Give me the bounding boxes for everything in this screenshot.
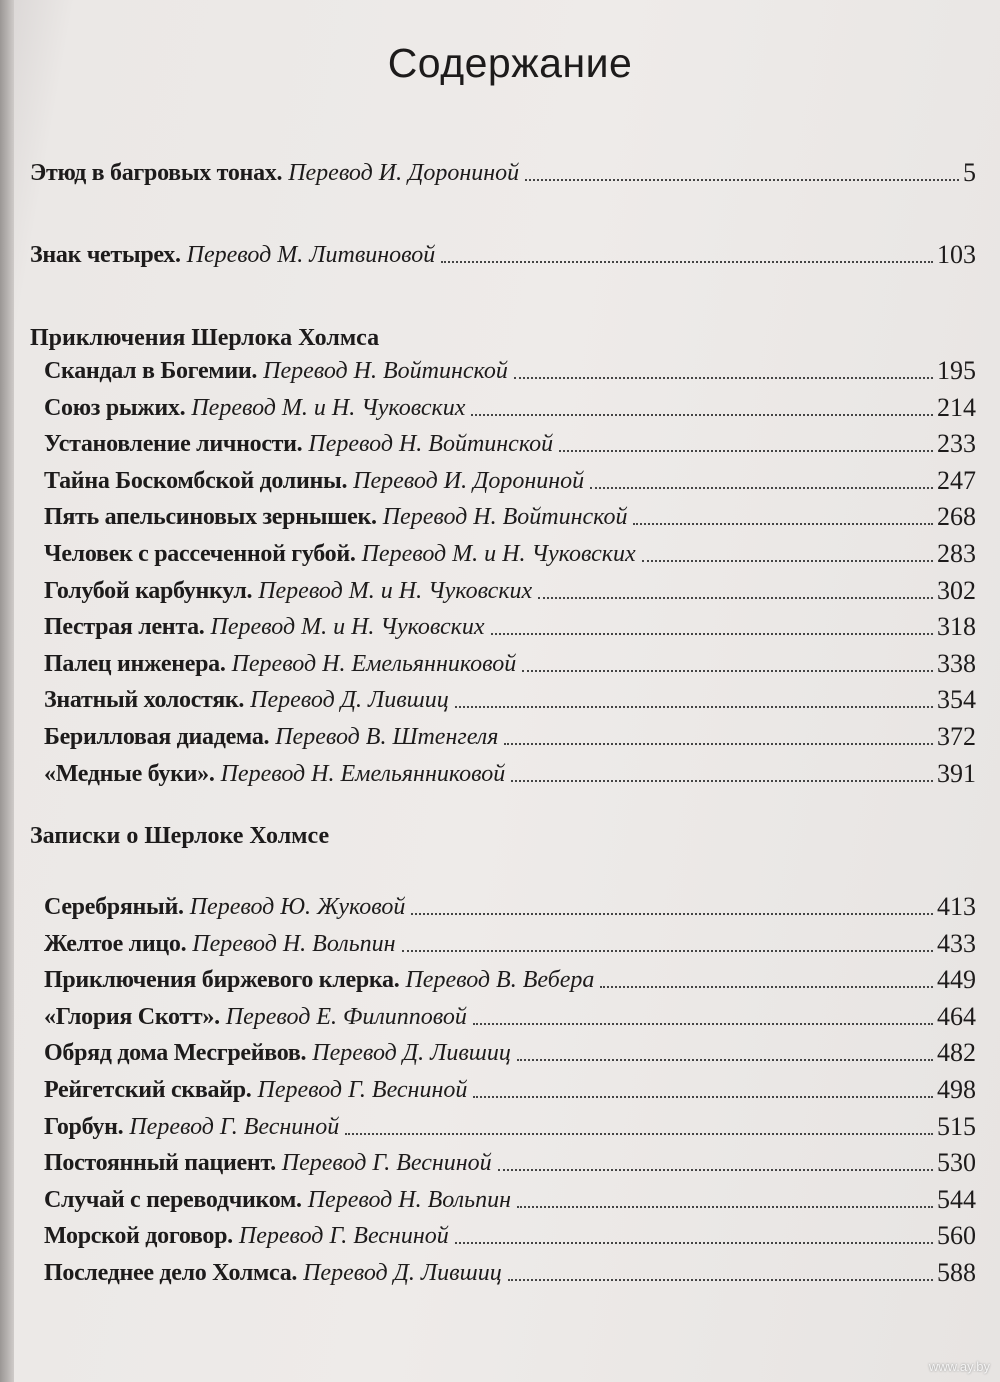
toc-entry <box>30 154 976 188</box>
entry-translator: Перевод Н. Войтинской <box>308 431 554 458</box>
toc-entry <box>44 1181 976 1215</box>
entry-title: Морской договор. <box>44 1223 233 1250</box>
dot-leader <box>642 560 933 562</box>
entry-translator: Перевод Д. Лившиц <box>250 687 449 714</box>
page-number: 464 <box>937 1001 976 1031</box>
entry-title: Постоянный пациент. <box>44 1150 276 1177</box>
page-number: 498 <box>937 1075 976 1104</box>
entry-title: Рейгетский сквайр. <box>44 1077 252 1103</box>
toc-entry <box>44 1144 976 1178</box>
dot-leader <box>411 913 933 915</box>
dot-leader <box>498 1169 933 1171</box>
entry-translator: Перевод Е. Филипповой <box>225 1003 467 1030</box>
toc-entry <box>44 1108 976 1142</box>
page-number: 544 <box>937 1184 976 1214</box>
dot-leader <box>455 706 933 708</box>
toc-entry <box>44 352 976 386</box>
page-number: 318 <box>937 612 976 642</box>
dot-leader <box>471 414 933 416</box>
page-number: 482 <box>937 1038 976 1068</box>
section-heading: Записки о Шерлоке Холмсе <box>30 823 330 849</box>
entry-translator: Перевод Н. Вольпин <box>192 930 396 957</box>
entry-title: Установление личности. <box>44 431 303 458</box>
entry-translator: Перевод Н. Войтинской <box>382 504 628 531</box>
page-number: 560 <box>937 1221 976 1251</box>
watermark: www.ay.by <box>928 1359 990 1374</box>
entry-translator: Перевод Н. Емельянниковой <box>220 760 506 787</box>
entry-title: Знак четырех. <box>30 242 181 268</box>
entry-translator: Перевод И. Дорониной <box>353 467 585 494</box>
dot-leader <box>345 1133 933 1135</box>
toc-entry <box>44 925 976 959</box>
dot-leader <box>491 633 933 635</box>
toc-entry <box>44 572 976 606</box>
entry-title: Пять апельсиновых зернышек. <box>44 504 377 531</box>
entry-translator: Перевод Н. Емельянниковой <box>231 650 517 677</box>
entry-translator: Перевод М. и Н. Чуковских <box>210 614 485 641</box>
entry-title: Серебряный. <box>44 894 184 920</box>
entry-translator: Перевод М. Литвиновой <box>186 242 436 268</box>
entry-translator: Перевод В. Вебера <box>405 967 595 994</box>
entry-title: Берилловая диадема. <box>44 724 270 750</box>
page-number: 195 <box>937 356 976 385</box>
entry-title: Скандал в Богемии. <box>44 358 258 384</box>
entry-translator: Перевод Д. Лившиц <box>312 1040 511 1067</box>
toc-entry <box>44 1034 976 1068</box>
page-number: 302 <box>937 575 976 605</box>
entry-translator: Перевод Д. Лившиц <box>303 1260 502 1286</box>
dot-leader <box>402 950 933 952</box>
entry-title: Случай с переводчиком. <box>44 1186 302 1213</box>
entry-translator: Перевод Г. Весниной <box>257 1077 468 1103</box>
dot-leader <box>633 523 933 525</box>
dot-leader <box>525 179 959 181</box>
contents-title: Содержание <box>387 40 633 86</box>
toc-entry <box>44 1254 976 1288</box>
page-number: 530 <box>937 1148 976 1178</box>
toc-entry <box>44 718 976 752</box>
dot-leader <box>590 487 933 489</box>
toc-entry <box>44 535 976 569</box>
entry-title: Пестрая лента. <box>44 614 205 641</box>
dot-leader <box>508 1279 933 1281</box>
entry-translator: Перевод М. и Н. Чуковских <box>258 577 533 604</box>
page-number: 413 <box>937 892 976 921</box>
entry-title: Этюд в багровых тонах. <box>30 160 283 186</box>
entry-title: «Глория Скотт». <box>44 1003 220 1030</box>
dot-leader <box>441 261 933 263</box>
entry-title: Тайна Боскомбской долины. <box>44 467 348 494</box>
page-number: 338 <box>937 648 976 678</box>
entry-translator: Перевод В. Штенгеля <box>275 724 499 750</box>
page-number: 233 <box>937 429 976 459</box>
dot-leader <box>504 743 933 745</box>
entry-title: «Медные буки». <box>44 760 215 787</box>
toc-entry <box>44 608 976 642</box>
page-number: 588 <box>937 1258 976 1287</box>
entry-translator: Перевод Ю. Жуковой <box>189 894 406 920</box>
toc-entry <box>44 1071 976 1105</box>
entry-translator: Перевод И. Дорониной <box>288 160 520 186</box>
entry-title: Союз рыжих. <box>44 394 186 421</box>
toc-entry <box>44 498 976 532</box>
entry-translator: Перевод М. и Н. Чуковских <box>361 541 636 567</box>
entry-translator: Перевод Г. Весниной <box>238 1223 449 1250</box>
book-spine-shadow <box>0 0 14 1382</box>
page-number: 433 <box>937 928 976 958</box>
page-number: 354 <box>937 685 976 715</box>
toc-entry <box>44 1217 976 1251</box>
entry-title: Человек с рассеченной губой. <box>44 541 356 567</box>
entry-title: Приключения биржевого клерка. <box>44 967 400 994</box>
entry-title: Знатный холостяк. <box>44 687 245 714</box>
dot-leader <box>517 1206 933 1208</box>
entry-translator: Перевод Н. Войтинской <box>263 358 508 384</box>
dot-leader <box>455 1242 933 1244</box>
toc-entry <box>44 645 976 679</box>
dot-leader <box>517 1059 933 1061</box>
entry-translator: Перевод М. и Н. Чуковских <box>191 394 466 421</box>
entry-title: Последнее дело Холмса. <box>44 1260 298 1286</box>
page-number: 214 <box>937 392 976 422</box>
entry-title: Желтое лицо. <box>44 930 187 957</box>
toc-entry <box>44 462 976 496</box>
entry-title: Горбун. <box>44 1113 124 1140</box>
page-number: 372 <box>937 722 976 751</box>
entry-title: Голубой карбункул. <box>44 577 253 604</box>
page-number: 283 <box>937 539 976 568</box>
dot-leader <box>522 670 933 672</box>
page-number: 515 <box>937 1111 976 1141</box>
dot-leader <box>559 450 933 452</box>
dot-leader <box>514 377 933 379</box>
page-number: 268 <box>937 502 976 532</box>
entry-title: Палец инженера. <box>44 650 226 677</box>
dot-leader <box>473 1023 933 1025</box>
toc-entry <box>44 425 976 459</box>
dot-leader <box>538 597 933 599</box>
page-number: 103 <box>937 240 976 269</box>
dot-leader <box>473 1096 933 1098</box>
page-number: 449 <box>937 965 976 995</box>
page-number: 247 <box>937 465 976 495</box>
toc-entry <box>44 681 976 715</box>
dot-leader <box>511 780 933 782</box>
entry-translator: Перевод Г. Весниной <box>281 1150 492 1177</box>
entry-title: Обряд дома Месгрейвов. <box>44 1040 307 1067</box>
toc-entry <box>44 998 976 1032</box>
page-number: 391 <box>937 758 976 788</box>
page-number: 5 <box>963 158 976 187</box>
toc-entry <box>44 389 976 423</box>
toc-entry <box>30 236 976 270</box>
toc-entry <box>44 961 976 995</box>
entry-translator: Перевод Н. Вольпин <box>307 1186 511 1213</box>
dot-leader <box>600 986 933 988</box>
toc-entry <box>44 755 976 789</box>
toc-entry <box>44 888 976 922</box>
entry-translator: Перевод Г. Весниной <box>129 1113 340 1140</box>
section-heading: Приключения Шерлока Холмса <box>30 325 380 351</box>
